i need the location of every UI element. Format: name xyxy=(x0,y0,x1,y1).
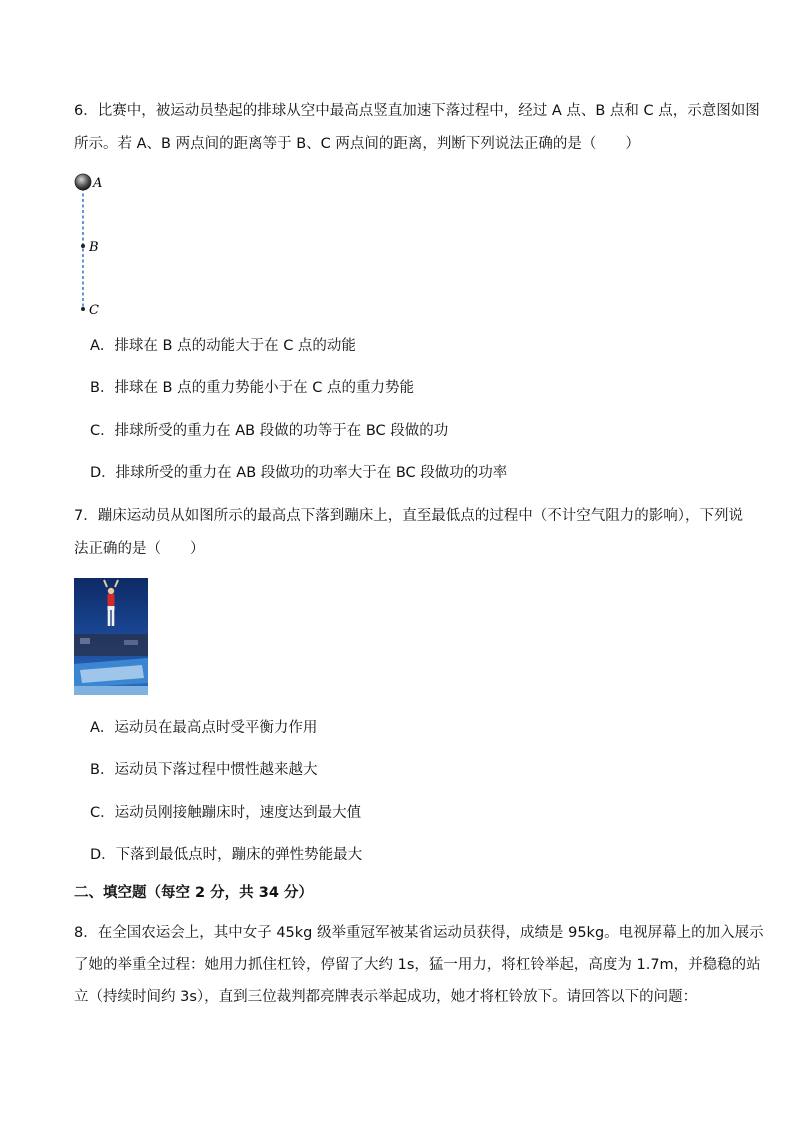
ball-fall-diagram xyxy=(60,168,120,328)
point-a-label: A xyxy=(93,176,103,191)
q6-stem-line2: 所示。若 A、B 两点间的距离等于 B、C 两点间的距离，判断下列说法正确的是（ ） xyxy=(74,136,640,152)
point-c-label: C xyxy=(89,303,99,318)
q6-option-c: C．排球所受的重力在 AB 段做的功等于在 BC 段做的功 xyxy=(90,423,449,439)
trampoline-photo xyxy=(74,578,148,695)
q8-stem-line1: 8．在全国农运会上，其中女子 45kg 级举重冠军被某省运动员获得，成绩是 95kg。电视屏幕上的加入展示 xyxy=(74,925,764,941)
q6-stem-line1: 6．比赛中，被运动员垫起的排球从空中最高点竖直加速下落过程中，经过 A 点、B 点和 C 点，示意图如图 xyxy=(74,103,760,119)
q7-option-c: C．运动员刚接触蹦床时，速度达到最大值 xyxy=(90,805,362,821)
q7-stem-line2: 法正确的是（ ） xyxy=(74,541,205,557)
q7-stem-line1: 7．蹦床运动员从如图所示的最高点下落到蹦床上，直至最低点的过程中（不计空气阻力的影响），下列说 xyxy=(74,508,743,524)
q8-stem-line3: 立（持续时间约 3s），直到三位裁判都亮牌表示举起成功，她才将杠铃放下。请回答以下的问题： xyxy=(74,989,698,1005)
point-b-dot xyxy=(81,244,85,248)
point-b-label: B xyxy=(89,240,99,255)
q6-option-b: B．排球在 B 点的重力势能小于在 C 点的重力势能 xyxy=(90,380,414,396)
section-heading: 二、填空题（每空 2 分，共 34 分） xyxy=(74,885,313,901)
q6-option-a: A．排球在 B 点的动能大于在 C 点的动能 xyxy=(90,338,356,354)
q6-option-d: D．排球所受的重力在 AB 段做功的功率大于在 BC 段做功的功率 xyxy=(90,465,508,481)
q7-option-d: D．下落到最低点时，蹦床的弹性势能最大 xyxy=(90,847,363,863)
q8-stem-line2: 了她的举重全过程：她用力抓住杠铃，停留了大约 1s，猛一用力，将杠铃举起，高度为 1.7m，并稳稳的站 xyxy=(74,957,761,973)
point-c-dot xyxy=(81,307,85,311)
q7-option-b: B．运动员下落过程中惯性越来越大 xyxy=(90,762,318,778)
volleyball-ball xyxy=(75,174,91,190)
q7-option-a: A．运动员在最高点时受平衡力作用 xyxy=(90,720,318,736)
